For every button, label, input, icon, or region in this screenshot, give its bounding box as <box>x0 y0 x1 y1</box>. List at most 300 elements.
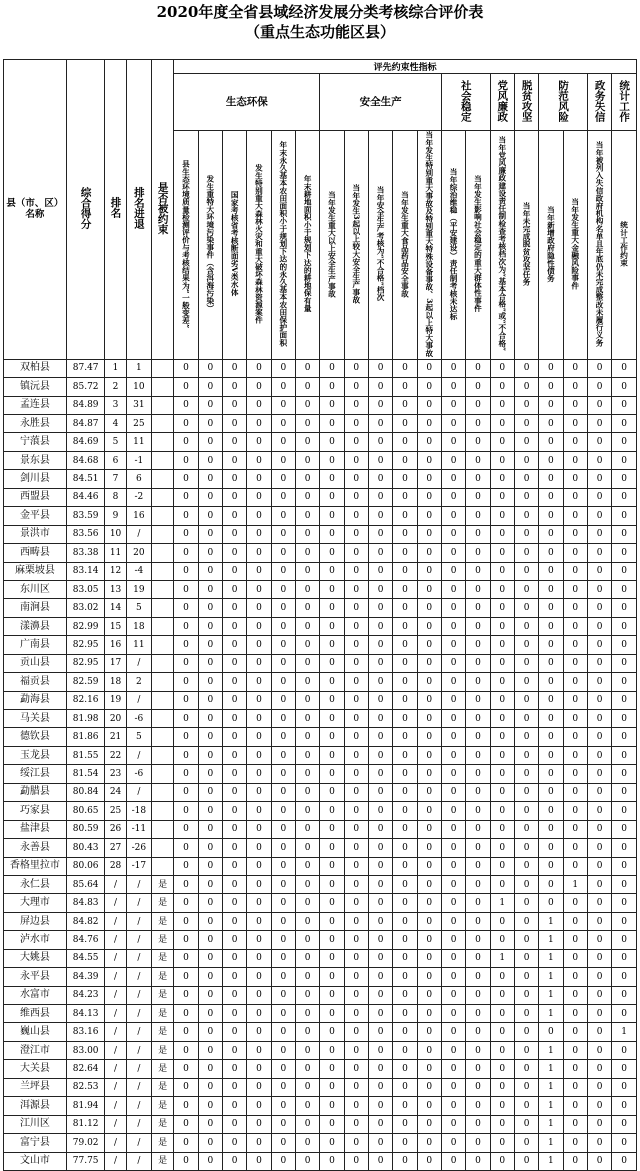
indicator-cell: 0 <box>490 875 514 893</box>
indicator-cell: 0 <box>198 857 222 875</box>
indicator-cell: 0 <box>563 912 587 930</box>
table-row <box>4 525 637 543</box>
indicator-cell: 0 <box>587 1060 611 1078</box>
indicator-cell: 0 <box>368 636 392 654</box>
indicator-cell: 0 <box>222 728 246 746</box>
county-name: 文山市 <box>4 1152 67 1170</box>
county-name: 东川区 <box>4 580 67 598</box>
indicator-cell: 0 <box>393 396 417 414</box>
score-cell: 84.51 <box>66 470 105 488</box>
indicator-cell: 0 <box>320 488 344 506</box>
indicator-cell: 0 <box>417 949 441 967</box>
score-cell: 83.02 <box>66 599 105 617</box>
indicator-header: 国家考核省考核断面劣V类水体 <box>222 131 246 360</box>
progress-cell: / <box>126 1152 151 1170</box>
indicator-cell: 0 <box>295 1041 319 1059</box>
indicator-cell: 0 <box>563 968 587 986</box>
progress-cell: / <box>126 783 151 801</box>
county-name: 西盟县 <box>4 488 67 506</box>
rank-cell: / <box>105 931 126 949</box>
indicator-cell: 0 <box>320 544 344 562</box>
indicator-cell: 0 <box>271 802 295 820</box>
table-row <box>4 396 637 414</box>
indicator-cell: 0 <box>393 802 417 820</box>
indicator-cell: 0 <box>320 802 344 820</box>
indicator-cell: 0 <box>514 488 538 506</box>
indicator-cell: 0 <box>368 359 392 377</box>
indicator-header: 当年未完成脱贫攻坚任务 <box>514 131 538 360</box>
indicator-cell: 0 <box>222 617 246 635</box>
indicator-cell: 0 <box>271 839 295 857</box>
rank-cell: / <box>105 875 126 893</box>
progress-cell: 11 <box>126 636 151 654</box>
indicator-cell: 0 <box>466 1134 490 1152</box>
indicator-cell: 0 <box>271 562 295 580</box>
indicator-cell: 0 <box>198 783 222 801</box>
indicator-header: 当年发生3起以上较大安全生产事故 <box>344 131 368 360</box>
indicator-cell: 0 <box>490 378 514 396</box>
table-row <box>4 433 637 451</box>
indicator-cell: 0 <box>490 433 514 451</box>
indicator-cell: 0 <box>344 820 368 838</box>
rank-cell: / <box>105 1152 126 1170</box>
indicator-cell: 0 <box>514 857 538 875</box>
indicator-cell: 0 <box>612 746 637 764</box>
indicator-header: 当年发生重大以上安全生产事故 <box>320 131 344 360</box>
score-cell: 83.16 <box>66 1023 105 1041</box>
rank-cell: / <box>105 1115 126 1133</box>
indicator-cell: 0 <box>198 507 222 525</box>
indicator-cell: 0 <box>247 765 271 783</box>
indicator-cell: 0 <box>587 1115 611 1133</box>
indicator-cell: 0 <box>612 378 637 396</box>
indicator-cell: 0 <box>466 839 490 857</box>
rank-cell: 9 <box>105 507 126 525</box>
indicator-cell: 0 <box>320 1097 344 1115</box>
indicator-cell: 0 <box>295 1060 319 1078</box>
indicator-cell: 0 <box>612 636 637 654</box>
indicator-cell: 0 <box>174 599 198 617</box>
indicator-cell: 0 <box>295 1023 319 1041</box>
indicator-cell: 0 <box>198 396 222 414</box>
indicator-cell: 0 <box>393 691 417 709</box>
indicator-cell: 0 <box>368 599 392 617</box>
indicator-cell: 0 <box>514 599 538 617</box>
indicator-cell: 0 <box>271 1005 295 1023</box>
indicator-cell: 0 <box>320 654 344 672</box>
indicator-cell: 0 <box>441 470 465 488</box>
indicator-cell: 0 <box>271 636 295 654</box>
indicator-cell: 0 <box>514 765 538 783</box>
indicator-cell: 0 <box>393 1041 417 1059</box>
indicator-cell: 0 <box>320 673 344 691</box>
indicator-cell: 0 <box>271 507 295 525</box>
progress-cell: 11 <box>126 433 151 451</box>
county-name: 巧家县 <box>4 802 67 820</box>
indicator-cell: 0 <box>368 1078 392 1096</box>
indicator-cell: 0 <box>612 1097 637 1115</box>
score-cell: 84.46 <box>66 488 105 506</box>
indicator-cell: 0 <box>320 415 344 433</box>
indicator-cell: 0 <box>368 654 392 672</box>
indicator-cell: 0 <box>417 1097 441 1115</box>
indicator-cell: 0 <box>441 617 465 635</box>
indicator-cell: 0 <box>368 525 392 543</box>
indicator-cell: 0 <box>174 746 198 764</box>
indicator-cell: 0 <box>344 544 368 562</box>
indicator-cell: 0 <box>539 378 563 396</box>
indicator-cell: 0 <box>417 1078 441 1096</box>
indicator-cell: 0 <box>466 820 490 838</box>
group-risk: 防范风险 <box>539 74 588 131</box>
county-name: 南涧县 <box>4 599 67 617</box>
indicator-cell: 0 <box>393 525 417 543</box>
indicator-cell: 0 <box>466 986 490 1004</box>
indicator-cell: 0 <box>441 894 465 912</box>
indicator-cell: 0 <box>295 1078 319 1096</box>
table-row <box>4 654 637 672</box>
indicator-cell: 0 <box>514 562 538 580</box>
indicator-cell: 0 <box>514 1005 538 1023</box>
county-name: 广南县 <box>4 636 67 654</box>
indicator-cell: 0 <box>539 802 563 820</box>
indicator-cell: 0 <box>271 1041 295 1059</box>
indicator-cell: 0 <box>466 691 490 709</box>
indicator-cell: 0 <box>271 857 295 875</box>
indicator-cell: 0 <box>247 986 271 1004</box>
progress-cell: 18 <box>126 617 151 635</box>
county-name: 永平县 <box>4 968 67 986</box>
indicator-cell: 0 <box>514 802 538 820</box>
county-name: 巍山县 <box>4 1023 67 1041</box>
indicator-cell: 0 <box>271 765 295 783</box>
indicator-cell: 0 <box>417 617 441 635</box>
indicator-cell: 0 <box>539 488 563 506</box>
indicator-cell: 0 <box>514 1134 538 1152</box>
score-cell: 81.55 <box>66 746 105 764</box>
indicator-cell: 0 <box>320 912 344 930</box>
indicator-cell: 0 <box>295 470 319 488</box>
score-cell: 83.14 <box>66 562 105 580</box>
progress-cell: -17 <box>126 857 151 875</box>
indicator-cell: 0 <box>344 562 368 580</box>
county-name: 永胜县 <box>4 415 67 433</box>
indicator-cell: 0 <box>587 968 611 986</box>
indicator-cell: 0 <box>563 931 587 949</box>
indicator-header: 县生态环境质量检测评价与考核结果为“一般变差” <box>174 131 198 360</box>
table-row <box>4 968 637 986</box>
indicator-cell: 0 <box>368 1115 392 1133</box>
indicator-cell: 0 <box>612 1060 637 1078</box>
indicator-cell: 0 <box>393 544 417 562</box>
indicator-cell: 0 <box>344 1134 368 1152</box>
indicator-cell: 0 <box>514 396 538 414</box>
indicator-cell: 0 <box>344 783 368 801</box>
indicator-cell: 0 <box>466 415 490 433</box>
indicator-cell: 0 <box>539 433 563 451</box>
rank-cell: / <box>105 1134 126 1152</box>
indicator-cell: 0 <box>368 710 392 728</box>
indicator-cell: 0 <box>441 1041 465 1059</box>
indicator-cell: 0 <box>514 728 538 746</box>
score-cell: 84.69 <box>66 433 105 451</box>
table-row <box>4 1060 637 1078</box>
indicator-cell: 0 <box>222 949 246 967</box>
indicator-cell: 0 <box>344 378 368 396</box>
indicator-cell: 0 <box>466 746 490 764</box>
indicator-cell: 0 <box>587 894 611 912</box>
indicator-cell: 0 <box>393 839 417 857</box>
county-name: 香格里拉市 <box>4 857 67 875</box>
indicator-cell: 0 <box>174 949 198 967</box>
indicator-cell: 1 <box>539 949 563 967</box>
county-name: 永善县 <box>4 839 67 857</box>
indicator-cell: 0 <box>393 710 417 728</box>
indicator-cell: 0 <box>563 691 587 709</box>
indicator-cell: 0 <box>247 1060 271 1078</box>
indicator-cell: 0 <box>514 1078 538 1096</box>
score-cell: 80.43 <box>66 839 105 857</box>
indicator-cell: 0 <box>490 931 514 949</box>
indicator-cell: 0 <box>539 839 563 857</box>
indicator-cell: 0 <box>539 875 563 893</box>
indicator-cell: 0 <box>247 617 271 635</box>
indicator-cell: 0 <box>514 1041 538 1059</box>
indicator-cell: 0 <box>490 654 514 672</box>
indicator-cell: 0 <box>393 728 417 746</box>
indicator-cell: 0 <box>441 912 465 930</box>
county-name: 盐津县 <box>4 820 67 838</box>
indicator-cell: 0 <box>466 802 490 820</box>
indicator-cell: 0 <box>174 1060 198 1078</box>
rank-cell: 4 <box>105 415 126 433</box>
indicator-cell: 0 <box>198 820 222 838</box>
score-cell: 81.12 <box>66 1115 105 1133</box>
indicator-cell: 0 <box>441 1134 465 1152</box>
indicator-cell: 0 <box>198 525 222 543</box>
indicator-cell: 0 <box>417 1115 441 1133</box>
indicator-cell: 0 <box>441 580 465 598</box>
county-name: 勐海县 <box>4 691 67 709</box>
score-cell: 85.72 <box>66 378 105 396</box>
county-name: 景东县 <box>4 451 67 469</box>
indicator-cell: 0 <box>490 691 514 709</box>
score-cell: 80.06 <box>66 857 105 875</box>
indicator-cell: 0 <box>198 1152 222 1170</box>
constrained-cell <box>152 396 174 414</box>
indicator-cell: 0 <box>393 949 417 967</box>
progress-cell: -6 <box>126 765 151 783</box>
indicator-cell: 0 <box>271 820 295 838</box>
indicator-cell: 0 <box>174 1041 198 1059</box>
indicator-cell: 0 <box>563 1060 587 1078</box>
indicator-cell: 0 <box>539 470 563 488</box>
indicator-cell: 0 <box>539 894 563 912</box>
indicator-cell: 0 <box>222 525 246 543</box>
indicator-cell: 0 <box>466 599 490 617</box>
constrained-cell <box>152 562 174 580</box>
indicator-cell: 0 <box>295 562 319 580</box>
indicator-cell: 0 <box>417 912 441 930</box>
indicator-cell: 0 <box>563 728 587 746</box>
indicator-cell: 0 <box>344 912 368 930</box>
indicator-cell: 0 <box>417 636 441 654</box>
county-name: 维西县 <box>4 1005 67 1023</box>
indicator-cell: 0 <box>295 691 319 709</box>
indicator-cell: 0 <box>222 359 246 377</box>
rank-cell: / <box>105 912 126 930</box>
indicator-cell: 0 <box>198 912 222 930</box>
indicator-cell: 0 <box>466 617 490 635</box>
constrained-cell <box>152 359 174 377</box>
indicator-cell: 0 <box>587 802 611 820</box>
indicator-cell: 0 <box>612 839 637 857</box>
indicator-cell: 0 <box>393 1078 417 1096</box>
indicator-cell: 0 <box>368 488 392 506</box>
table-row <box>4 949 637 967</box>
constrained-cell <box>152 783 174 801</box>
progress-cell: / <box>126 1005 151 1023</box>
indicator-cell: 0 <box>295 599 319 617</box>
rank-cell: 24 <box>105 783 126 801</box>
indicator-cell: 0 <box>441 968 465 986</box>
indicator-cell: 0 <box>393 875 417 893</box>
indicator-cell: 0 <box>466 1078 490 1096</box>
evaluation-table <box>3 59 637 1171</box>
indicator-cell: 0 <box>320 820 344 838</box>
score-cell: 84.39 <box>66 968 105 986</box>
constrained-cell: 是 <box>152 949 174 967</box>
score-cell: 84.83 <box>66 894 105 912</box>
score-cell: 80.59 <box>66 820 105 838</box>
constrained-cell <box>152 820 174 838</box>
indicator-cell: 0 <box>271 1115 295 1133</box>
indicator-cell: 0 <box>320 1041 344 1059</box>
indicator-cell: 0 <box>295 820 319 838</box>
indicator-cell: 0 <box>466 728 490 746</box>
indicator-cell: 0 <box>587 820 611 838</box>
group-credit: 政务失信 <box>587 74 611 131</box>
indicator-cell: 0 <box>368 507 392 525</box>
score-cell: 84.23 <box>66 986 105 1004</box>
table-row <box>4 470 637 488</box>
indicator-cell: 0 <box>368 949 392 967</box>
indicator-cell: 0 <box>441 931 465 949</box>
indicator-cell: 0 <box>417 580 441 598</box>
indicator-cell: 0 <box>539 857 563 875</box>
table-row <box>4 875 637 893</box>
indicator-cell: 0 <box>417 1005 441 1023</box>
indicator-cell: 0 <box>295 783 319 801</box>
indicator-cell: 0 <box>198 710 222 728</box>
indicator-cell: 0 <box>612 1134 637 1152</box>
indicator-cell: 0 <box>393 415 417 433</box>
indicator-cell: 0 <box>271 617 295 635</box>
indicator-cell: 0 <box>612 931 637 949</box>
indicator-cell: 0 <box>612 728 637 746</box>
table-row <box>4 359 637 377</box>
rank-cell: / <box>105 1023 126 1041</box>
indicator-cell: 0 <box>612 415 637 433</box>
indicator-cell: 0 <box>344 1023 368 1041</box>
indicator-cell: 0 <box>368 765 392 783</box>
score-cell: 84.13 <box>66 1005 105 1023</box>
indicator-cell: 0 <box>344 765 368 783</box>
indicator-cell: 0 <box>539 580 563 598</box>
progress-cell: 10 <box>126 378 151 396</box>
indicator-cell: 0 <box>587 1041 611 1059</box>
progress-cell: / <box>126 968 151 986</box>
indicator-cell: 0 <box>271 783 295 801</box>
indicator-cell: 0 <box>344 415 368 433</box>
indicator-cell: 0 <box>490 986 514 1004</box>
rank-cell: 1 <box>105 359 126 377</box>
indicator-cell: 0 <box>417 673 441 691</box>
table-row <box>4 1078 637 1096</box>
indicator-cell: 0 <box>247 1097 271 1115</box>
indicator-cell: 0 <box>198 544 222 562</box>
indicator-cell: 0 <box>320 710 344 728</box>
indicator-cell: 0 <box>271 875 295 893</box>
county-name: 江川区 <box>4 1115 67 1133</box>
indicator-cell: 0 <box>174 1152 198 1170</box>
indicator-cell: 0 <box>466 359 490 377</box>
indicator-cell: 0 <box>271 1152 295 1170</box>
indicator-cell: 0 <box>344 802 368 820</box>
constrained-cell: 是 <box>152 1097 174 1115</box>
county-name: 镇沅县 <box>4 378 67 396</box>
header-constraint-group: 评先约束性指标 <box>174 60 637 74</box>
indicator-cell: 0 <box>441 636 465 654</box>
indicator-cell: 0 <box>344 636 368 654</box>
indicator-cell: 0 <box>417 654 441 672</box>
indicator-cell: 1 <box>539 1041 563 1059</box>
indicator-cell: 0 <box>514 1115 538 1133</box>
rank-cell: 6 <box>105 451 126 469</box>
indicator-cell: 0 <box>295 378 319 396</box>
indicator-cell: 0 <box>393 857 417 875</box>
constrained-cell <box>152 728 174 746</box>
indicator-cell: 0 <box>320 746 344 764</box>
indicator-cell: 0 <box>198 562 222 580</box>
indicator-cell: 0 <box>563 1041 587 1059</box>
rank-cell: 7 <box>105 470 126 488</box>
indicator-cell: 0 <box>539 765 563 783</box>
indicator-cell: 0 <box>247 1023 271 1041</box>
indicator-header: 年末耕地面积小于规划下达的耕地保有量 <box>295 131 319 360</box>
indicator-cell: 0 <box>417 433 441 451</box>
progress-cell: / <box>126 1097 151 1115</box>
indicator-cell: 0 <box>514 820 538 838</box>
indicator-cell: 0 <box>563 1152 587 1170</box>
indicator-cell: 0 <box>514 617 538 635</box>
indicator-cell: 0 <box>417 968 441 986</box>
indicator-cell: 0 <box>441 562 465 580</box>
indicator-cell: 0 <box>198 1041 222 1059</box>
indicator-cell: 0 <box>490 636 514 654</box>
indicator-cell: 0 <box>417 396 441 414</box>
constrained-cell: 是 <box>152 968 174 986</box>
indicator-cell: 0 <box>368 433 392 451</box>
indicator-cell: 0 <box>441 1097 465 1115</box>
county-name: 永仁县 <box>4 875 67 893</box>
indicator-cell: 0 <box>198 451 222 469</box>
county-name: 宁蒗县 <box>4 433 67 451</box>
indicator-cell: 0 <box>490 451 514 469</box>
indicator-cell: 0 <box>441 378 465 396</box>
indicator-cell: 0 <box>344 599 368 617</box>
county-name: 贡山县 <box>4 654 67 672</box>
